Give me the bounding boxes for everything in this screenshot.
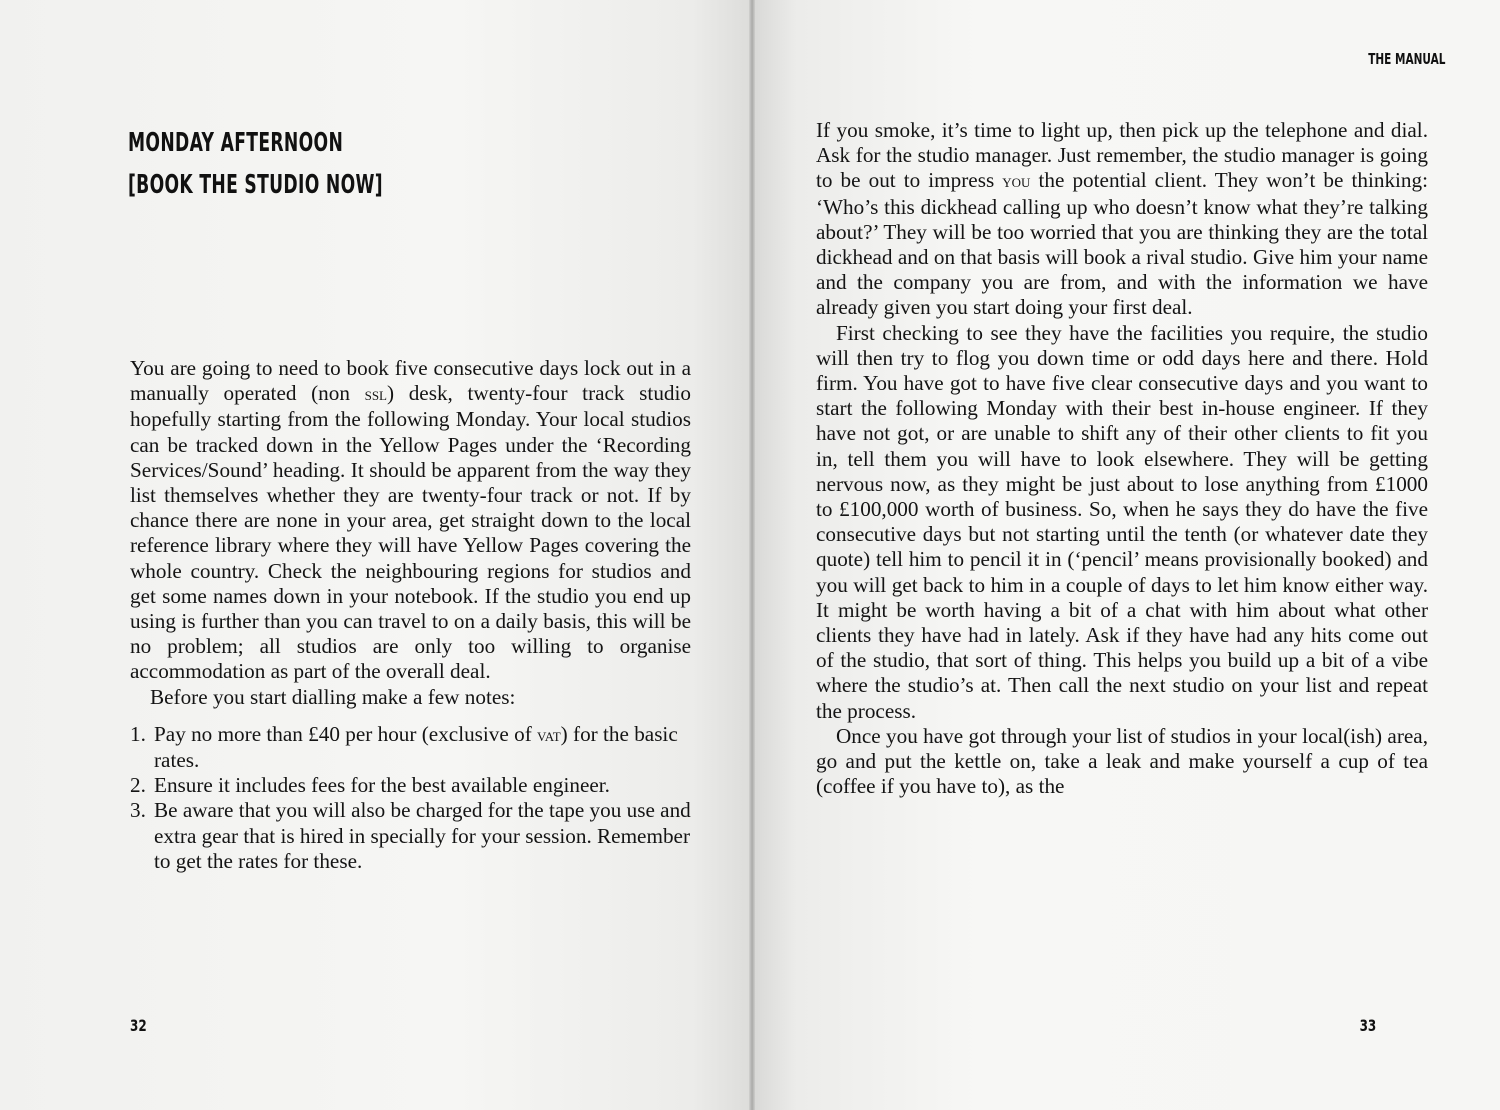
paragraph: [816, 118, 1428, 321]
text-run: ) desk, twenty-four track studio hopefully starting from the following Monday. Your local studios can be tracked down in the Yellow Pages under the ‘Recording Services/Sound’ heading. It should be apparent from the way they list themselves whether they are twenty-four track or not. If by chance there are none in your area, get straight down to the local reference library where they will have Yellow Pages covering the whole country. Check the neighbouring regions for studios and get some names down in your notebook. If the studio you end up using is further than you can travel to on a daily basis, this will be no problem; all studios are only too willing to organise accommodation as part of the overall deal.: [130, 381, 691, 684]
list-number: 2.: [130, 773, 146, 798]
list-number: 3.: [130, 798, 146, 823]
small-caps-run: ssl: [364, 384, 387, 406]
book-gutter: [749, 0, 755, 1110]
list-item: [130, 773, 691, 798]
page-number-right: 33: [1359, 1016, 1376, 1035]
paragraph: [130, 356, 691, 685]
text-run: ) for the basic rates.: [154, 721, 678, 773]
list-item: [130, 722, 691, 773]
list-number: 1.: [130, 721, 146, 746]
paragraph: Once you have got through your list of studios in your local(ish) area, go and put the kettle on, take a leak and make yourself a cup of tea (coffee if you have to), as the: [816, 723, 1428, 799]
text-run: Pay no more than £40 per hour (exclusive of: [154, 721, 538, 746]
paragraph: Before you start dialling make a few notes:: [150, 684, 516, 709]
list-text: Ensure it includes fees for the best available engineer.: [154, 773, 610, 798]
paragraph: First checking to see they have the facilities you require, the studio will then try to flog you down time or odd days here and there. Hold firm. You have got to have five clear consecutive days and you want to start the following Monday with their best in-house engineer. If they have not got, or are unable to shift any of their other clients to fit you in, tell them you will have to look elsewhere. They will be getting nervous now, as they might be just about to lose anything from £1000 to £100,000 worth of business. So, when he says they do have the five consecutive days but not starting until the tenth (or whatever date they quote) tell him to pencil it in (‘pencil’ means provisionally booked) and you will get back to him in a couple of days to let him know either way. It might be worth having a bit of a chat with him about what other clients they have had in lately. Ask if they have had any hits come out of the studio, that sort of thing. This helps you build up a bit of a vibe where the studio’s at. Then call the next studio on your list and repeat the process.: [816, 320, 1428, 723]
right-page: [752, 0, 1500, 1110]
right-body-text: [816, 118, 1428, 799]
running-head: THE MANUAL: [1368, 50, 1446, 68]
left-body-text: [130, 356, 691, 874]
text-run: the potential client. They won’t be thinking: ‘Who’s this dickhead calling up who doesn’t know what they’re talking about?’ They will be too worried that you are thinking they are the total dickhead and on that basis will book a rival studio. Give him your name and the company you are from, and with the information we have already given you start doing your first deal.: [816, 168, 1428, 320]
heading-line-1: MONDAY AFTERNOON: [128, 128, 344, 158]
page-number-left: 32: [130, 1016, 147, 1035]
small-caps-run: vat: [537, 724, 561, 746]
list-text: Be aware that you will also be charged for the tape you use and extra gear that is hired in specially for your session. Remember to get the rates for these.: [154, 798, 691, 873]
small-caps-run: you: [1002, 171, 1031, 193]
text-run: If you smoke, it’s time to light up, then pick up the telephone and dial. Ask for the studio manager. Just remember, the studio manager is going to be out to impress: [816, 118, 1428, 193]
list-item: [130, 798, 691, 874]
list-text: [154, 722, 691, 773]
chapter-heading: [128, 122, 383, 206]
heading-line-2: [BOOK THE STUDIO NOW]: [128, 170, 383, 200]
text-run: You are going to need to book five consecutive days lock out in a manually operated (non: [130, 356, 691, 406]
numbered-list: [130, 722, 691, 874]
